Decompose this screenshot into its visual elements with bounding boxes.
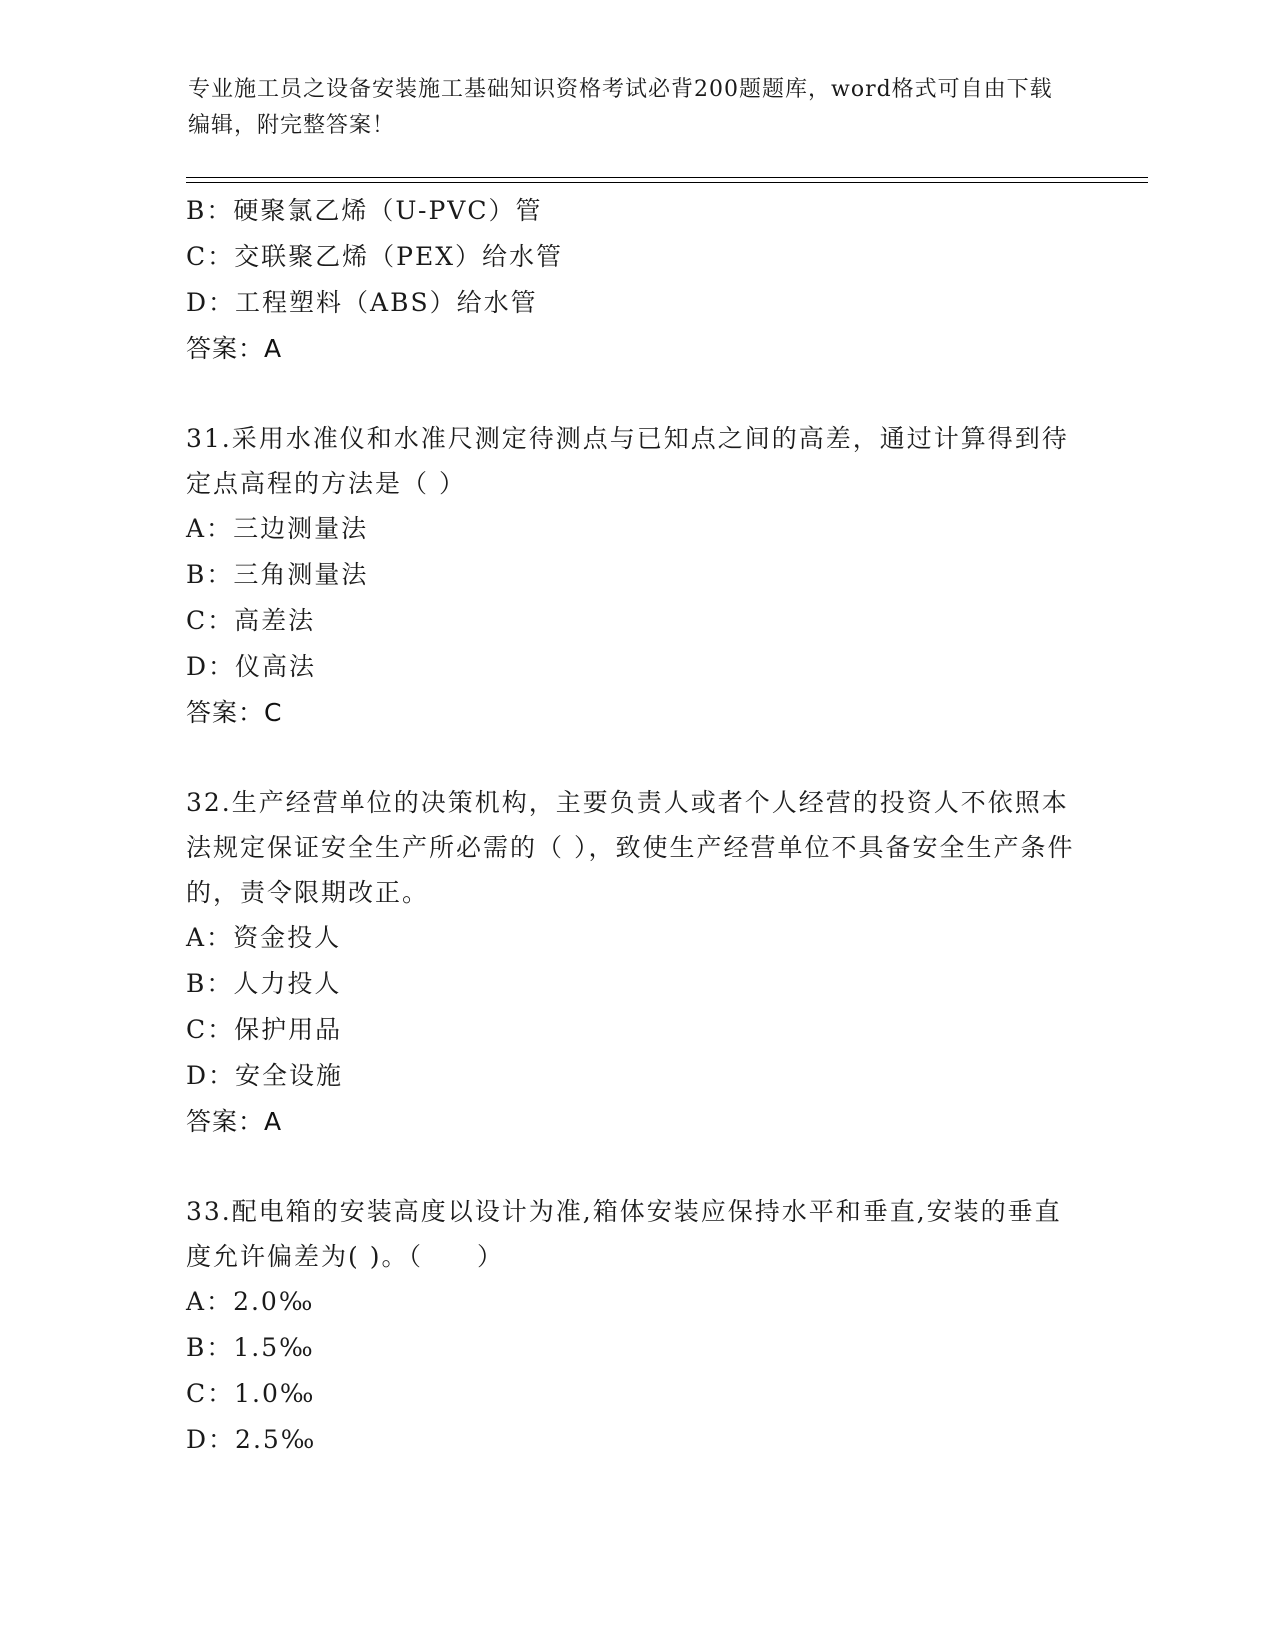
option-d — [186, 644, 1076, 690]
spacer — [186, 372, 1076, 416]
question-block-32 — [186, 780, 1076, 1145]
option-c — [186, 598, 1076, 644]
option-d — [186, 280, 1076, 326]
spacer — [186, 736, 1076, 780]
spacer — [186, 1145, 1076, 1189]
question-text: 31.采用水准仪和水准尺测定待测点与已知点之间的高差，通过计算得到待定点高程的方法是（ ） — [186, 424, 1069, 498]
option-text: 人力投人 — [233, 969, 342, 998]
question-list — [186, 188, 1076, 1463]
option-text: 高差法 — [234, 606, 316, 635]
answer-line: 答案：A — [186, 334, 283, 363]
option-text: 2.0‰ — [233, 1287, 315, 1316]
option-letter: B： — [186, 196, 234, 225]
option-letter: D： — [186, 1425, 236, 1454]
option-letter: C： — [186, 1379, 235, 1408]
option-letter: B： — [186, 969, 234, 998]
option-text: 三边测量法 — [233, 514, 369, 543]
option-c — [186, 234, 1076, 280]
option-letter: C： — [186, 242, 235, 271]
option-text: 1.5‰ — [233, 1333, 315, 1362]
option-letter: A： — [186, 1287, 234, 1316]
option-a — [186, 915, 1076, 961]
option-a — [186, 506, 1076, 552]
option-text: 1.0‰ — [234, 1379, 316, 1408]
question-text: 33.配电箱的安装高度以设计为准,箱体安装应保持水平和垂直,安装的垂直度允许偏差为( )。（ ） — [186, 1197, 1062, 1271]
option-letter: B： — [186, 560, 234, 589]
option-text: 硬聚氯乙烯（U-PVC）管 — [233, 196, 543, 225]
option-a — [186, 1279, 1076, 1325]
question-text: 32.生产经营单位的决策机构，主要负责人或者个人经营的投资人不依照本法规定保证安全生产所必需的（ ），致使生产经营单位不具备安全生产条件的，责令限期改正。 — [186, 788, 1075, 907]
option-letter: A： — [186, 923, 234, 952]
option-text: 交联聚乙烯（PEX）给水管 — [234, 242, 564, 271]
header-rule-bottom — [186, 182, 1148, 183]
document-header: 专业施工员之设备安装施工基础知识资格考试必背200题题库，word格式可自由下载编辑，附完整答案！ — [188, 77, 1053, 138]
option-b — [186, 552, 1076, 598]
option-text: 安全设施 — [235, 1061, 344, 1090]
option-text: 资金投人 — [233, 923, 342, 952]
option-letter: B： — [186, 1333, 234, 1362]
option-c — [186, 1007, 1076, 1053]
option-b — [186, 188, 1076, 234]
option-text: 工程塑料（ABS）给水管 — [235, 288, 538, 317]
option-d — [186, 1053, 1076, 1099]
option-letter: A： — [186, 514, 234, 543]
option-letter: D： — [186, 652, 236, 681]
option-c — [186, 1371, 1076, 1417]
option-text: 仪高法 — [235, 652, 317, 681]
option-b — [186, 1325, 1076, 1371]
option-b — [186, 961, 1076, 1007]
question-block-33 — [186, 1189, 1076, 1463]
option-text: 保护用品 — [234, 1015, 343, 1044]
answer-line: 答案：C — [186, 698, 283, 727]
option-letter: D： — [186, 288, 236, 317]
header-rule-top — [186, 177, 1148, 178]
prev-question-block — [186, 188, 1076, 372]
option-text: 三角测量法 — [233, 560, 369, 589]
answer-line: 答案：A — [186, 1107, 283, 1136]
option-text: 2.5‰ — [235, 1425, 317, 1454]
option-letter: C： — [186, 606, 235, 635]
option-letter: C： — [186, 1015, 235, 1044]
option-d — [186, 1417, 1076, 1463]
option-letter: D： — [186, 1061, 236, 1090]
question-block-31 — [186, 416, 1076, 736]
